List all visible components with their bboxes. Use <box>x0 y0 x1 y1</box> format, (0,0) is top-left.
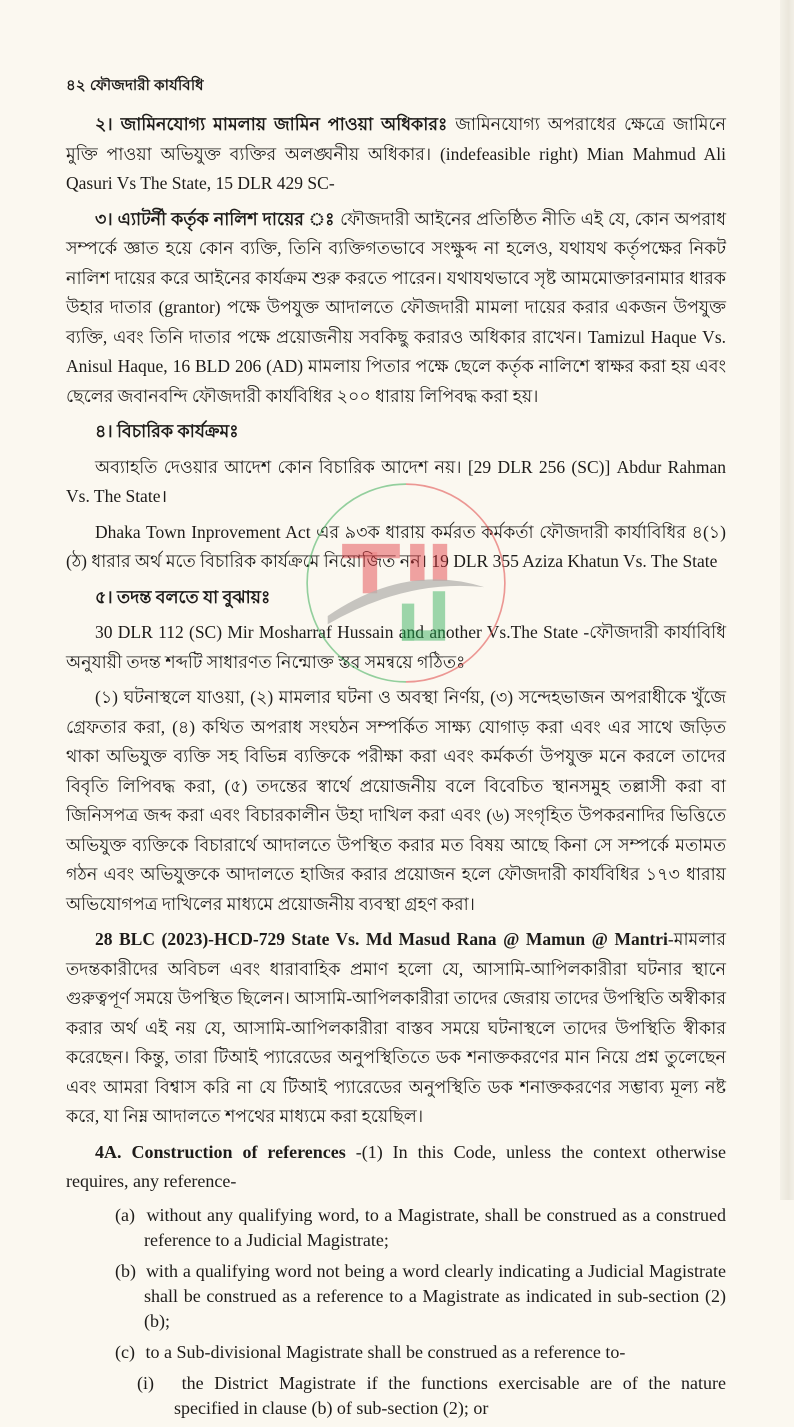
running-head: ৪২ ফৌজদারী কার্যবিধি <box>66 78 204 94</box>
section-2-text: জামিনযোগ্য অপরাধের ক্ষেত্রে জামিনে মুক্তি পাওয়া অভিযুক্ত ব্যক্তির অলঙ্ঘনীয় অধিকার। (indefeasible right) Mian Mahmud Ali Qasuri Vs The State, 15 DLR 429 SC- <box>66 114 726 193</box>
section-5-heading: ৫। তদন্ত বলতে যা বুঝায়ঃ <box>95 586 271 607</box>
clause-text: to a Sub-divisional Magistrate shall be construed as a reference to- <box>145 1341 626 1362</box>
subclause-i <box>66 1371 726 1421</box>
section-4-heading: ৪। বিচারিক কার্যক্রমঃ <box>95 421 239 441</box>
clause-label: (a) <box>115 1204 135 1225</box>
section-3 <box>66 205 726 412</box>
section-3-text: ফৌজদারী আইনের প্রতিষ্ঠিত নীতি এই যে, কোন অপরাধ সম্পর্কে জ্ঞাত হয়ে কোন ব্যক্তি, তিনি ব্যক্তিগতভাবে সংক্ষুব্দ না হলেও, যথাযথ কর্তৃপক্ষের নিকট নালিশ দায়ের করে আইনের কার্যক্রম শুরু করতে পারেন। যথাযথভাবে সৃষ্ট আমমোক্তারনামার ধারক উহার দাতার (grantor) পক্ষে উপযুক্ত আদালতে ফৌজদারী মামলা দায়ের করার একজন উপযুক্ত ব্যক্তি, এবং তিনি দাতার পক্ষে প্রয়োজনীয় সবকিছু করারও অধিকার রাখেন। Tamizul Haque Vs. Anisul Haque, 16 BLD 206 (AD) মামলায় পিতার পক্ষে ছেলে কর্তৃক নালিশে স্বাক্ষর করা হয় এবং ছেলের জবানবন্দি ফৌজদারী কার্যবিধির ২০০ ধারায় লিপিবদ্ধ করা হয়। <box>66 208 727 406</box>
section-5-para-2: (১) ঘটনাস্থলে যাওয়া, (২) মামলার ঘটনা ও অবস্থা নির্ণয়, (৩) সন্দেহভাজন অপরাধীকে খুঁজে গ্রেফতার করা, (৪) কথিত অপরাধ সংঘঠন সম্পর্কিত সাক্ষ্য যোগাড় করা এবং এর সাথে জড়িত থাকা অভিযুক্ত ব্যক্তি সহ বিভিন্ন ব্যক্তিকে পরীক্ষা করা এবং কর্মকর্তা উপযুক্ত মনে করলে তাদের বিবৃতি লিপিবদ্ধ করা, (৫) তদন্তের স্বার্থে প্রয়োজনীয় বলে বিবেচিত স্থানসমুহ তল্লাসী করা বা জিনিসপত্র জব্দ করা এবং বিচারকালীন উহা দাখিল করা এবং (৬) সংগৃহিত উপকরনাদির ভিত্তিতে অভিযুক্ত ব্যক্তিকে বিচারার্থে আদালতে উপস্থিত করার মত বিষয় আছে কিনা সে সম্পর্কে মতামত গঠন এবং অভিযুক্তকে আদালতে হাজির করার প্রয়োজন হলে ফৌজদারী কার্যবিধির ১৭৩ ধারায় অভিযোগপত্র দাখিলের মাধ্যমে প্রয়োজনীয় ব্যবস্থা গ্রহণ করা। <box>66 687 726 914</box>
section-4a-intro <box>66 1138 726 1197</box>
section-2 <box>66 110 726 199</box>
section-4a-intro-text: -(1) In this Code, unless the context otherwise requires, any reference- <box>66 1141 727 1191</box>
clause-list <box>66 1203 726 1421</box>
page-body <box>66 110 726 1427</box>
clause-text: without any qualifying word, to a Magistrate, shall be construed as a construed reference to a Judicial Magistrate; <box>144 1204 726 1250</box>
section-2-heading: ২। জামিনযোগ্য মামলায় জামিন পাওয়া অধিকারঃ <box>95 114 448 134</box>
clause-a <box>66 1203 726 1253</box>
section-5-para-3 <box>66 925 726 1132</box>
clause-label: (b) <box>115 1260 136 1281</box>
page-edge-shadow <box>780 0 794 1200</box>
case-citation: 28 BLC (2023)-HCD-729 State Vs. Md Masud Rana @ Mamun @ Mantri <box>95 929 668 949</box>
section-4a <box>66 1138 726 1421</box>
section-3-heading: ৩। এ্যাটর্নী কর্তৃক নালিশ দায়ের ঃ <box>95 208 336 229</box>
clause-label: (i) <box>137 1372 154 1393</box>
section-4-para-2: Dhaka Town Inprovement Act এর ৯৩ক ধারায় কর্মরত কর্মকর্তা ফৌজদারী কার্যাবিধির ৪(১)(ঠ) ধারার অর্থ মতে বিচারিক কার্যক্রমে নিয়োজিত নন। 19 DLR 355 Aziza Khatun Vs. The State <box>66 521 726 571</box>
clause-text: with a qualifying word not being a word clearly indicating a Judicial Magistrate shall be construed as a reference to a Magistrate as indicated in sub-section (2) (b); <box>144 1260 726 1331</box>
section-5-para-1: 30 DLR 112 (SC) Mir Mosharraf Hussain and another Vs.The State -ফৌজদারী কার্যাবিধি অনুযায়ী তদন্ত শব্দটি সাধারণত নিন্মোক্ত স্তর সমন্বয়ে গঠিতঃ <box>66 622 726 672</box>
clause-label: (c) <box>115 1341 135 1362</box>
clause-c <box>66 1340 726 1365</box>
clause-b <box>66 1259 726 1334</box>
section-5-para-3-text: -মামলার তদন্তকারীদের অবিচল এবং ধারাবাহিক প্রমাণ হলো যে, আসামি-আপিলকারীরা ঘটনার স্থানে গুরুত্বপূর্ণ সময়ে উপস্থিত ছিলেন। আসামি-আপিলকারীরা তাদের জেরায় তাদের উপস্থিতি অস্বীকার করার অর্থ এই নয় যে, আসামি-আপিলকারীরা বাস্তব সময়ে ঘটনাস্থলে তাদের উপস্থিতি স্বীকার করেছেন। কিন্তু, তারা টিআই প্যারেডের অনুপস্থিতিতে ডক শনাক্তকরণের মান নিয়ে প্রশ্ন তুলেছেন এবং আমরা বিশ্বাস করি না যে টিআই প্যারেডের অনুপস্থিতি ডক শনাক্তকরণের সম্ভাব্য মূল্য নষ্ট করে, যা নিম্ন আদালতে শপথের মাধ্যমে করা হয়েছিল। <box>66 929 726 1126</box>
section-4-para-1: অব্যাহতি দেওয়ার আদেশ কোন বিচারিক আদেশ নয়। [29 DLR 256 (SC)] Abdur Rahman Vs. The State। <box>66 456 726 506</box>
clause-text: the District Magistrate if the functions exercisable are of the nature specified in clause (b) of sub-section (2); or <box>174 1372 726 1418</box>
section-4a-heading: 4A. Construction of references <box>95 1141 346 1162</box>
